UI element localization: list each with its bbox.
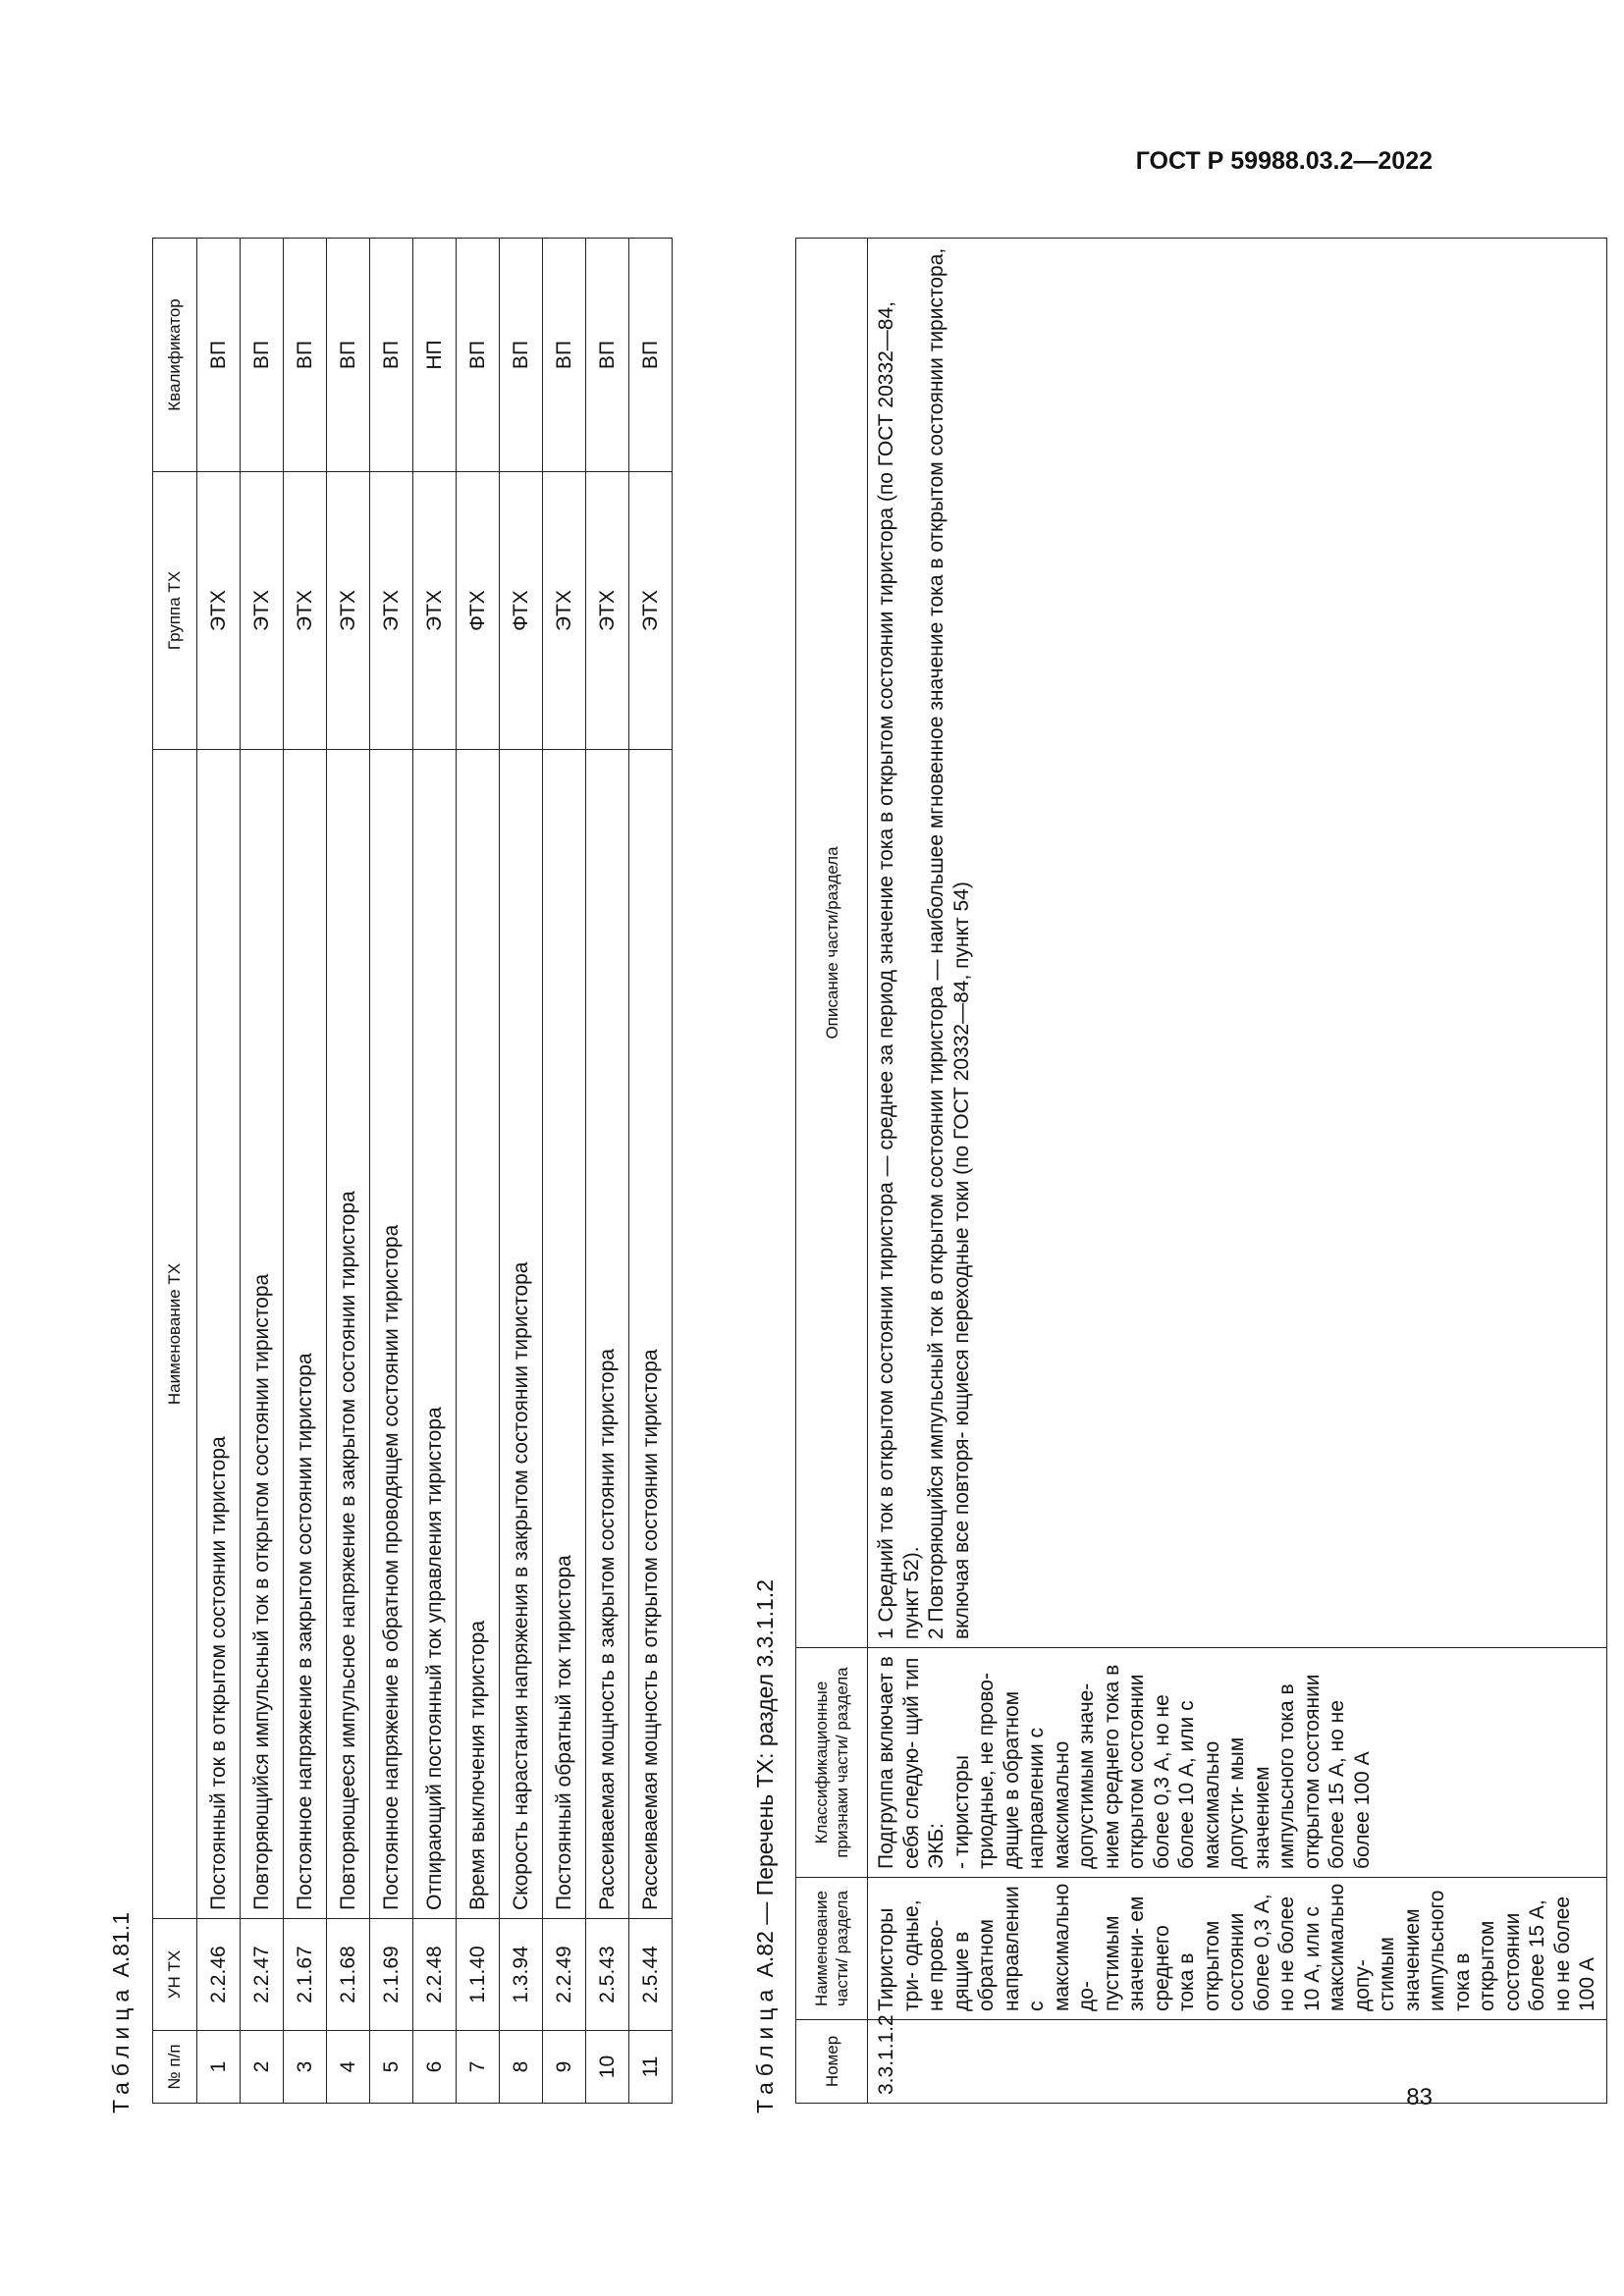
cell-code: 2.1.69 bbox=[370, 1919, 413, 2031]
cell-description bbox=[868, 239, 1607, 1648]
col-header-qualifier: Квалификатор bbox=[153, 239, 197, 472]
cell-code: 2.5.44 bbox=[629, 1919, 673, 2031]
cell-qualifier: ВП bbox=[457, 239, 500, 472]
cell-group: ЭТХ bbox=[629, 472, 673, 750]
cell-qualifier: ВП bbox=[284, 239, 327, 472]
cell-group: ЭТХ bbox=[327, 472, 370, 750]
cell-name: Рассеиваемая мощность в открытом состоянии тиристора bbox=[629, 750, 673, 1919]
features-line: Подгруппа включает в себя следую- щий тип ЭКБ: bbox=[875, 1656, 947, 1869]
table1-caption bbox=[108, 1912, 135, 2113]
table-row bbox=[586, 239, 629, 2104]
cell-name: Рассеиваемая мощность в закрытом состоянии тиристора bbox=[586, 750, 629, 1919]
cell-name: Постоянное напряжение в обратном проводящем состоянии тиристора bbox=[370, 750, 413, 1919]
cell-group: ЭТХ bbox=[543, 472, 586, 750]
table-row bbox=[284, 239, 327, 2104]
cell-name: Скорость нарастания напряжения в закрытом состоянии тиристора bbox=[500, 750, 543, 1919]
table2-caption-text: — Перечень ТХ: раздел 3.3.1.1.2 bbox=[752, 1579, 778, 1925]
cell-group: ЭТХ bbox=[586, 472, 629, 750]
col-header-code: УН ТХ bbox=[153, 1919, 197, 2031]
table-row bbox=[500, 239, 543, 2104]
cell-name: Постоянный ток в открытом состоянии тиристора bbox=[197, 750, 241, 1919]
cell-qualifier: ВП bbox=[241, 239, 284, 472]
description-line: 1 Средний ток в открытом состоянии тиристора — среднее за период значение тока в открытом состоянии тиристора (по ГОСТ 20332—84, пункт 52). bbox=[875, 301, 923, 1639]
page-number: 83 bbox=[1406, 2084, 1433, 2110]
cell-qualifier: ВП bbox=[327, 239, 370, 472]
table-row bbox=[543, 239, 586, 2104]
cell-number: 4 bbox=[327, 2031, 370, 2104]
cell-code: 2.2.46 bbox=[197, 1919, 241, 2031]
cell-qualifier: ВП bbox=[500, 239, 543, 472]
cell-number: 3.3.1.1.2 bbox=[868, 2020, 1607, 2104]
table1-caption-id: А.81.1 bbox=[108, 1911, 134, 1978]
table-row bbox=[629, 239, 673, 2104]
cell-code: 1.1.40 bbox=[457, 1919, 500, 2031]
cell-group: ФТХ bbox=[457, 472, 500, 750]
cell-number: 9 bbox=[543, 2031, 586, 2104]
col-header-name: Наименование ТХ bbox=[153, 750, 197, 1919]
table1-caption-prefix: Таблица bbox=[108, 1983, 134, 2113]
cell-code: 2.2.47 bbox=[241, 1919, 284, 2031]
cell-code: 2.2.49 bbox=[543, 1919, 586, 2031]
col-header-group: Группа ТХ bbox=[153, 472, 197, 750]
table-a82 bbox=[795, 238, 1607, 2104]
cell-qualifier: НП bbox=[413, 239, 457, 472]
cell-group: ЭТХ bbox=[413, 472, 457, 750]
cell-number: 8 bbox=[500, 2031, 543, 2104]
cell-qualifier: ВП bbox=[197, 239, 241, 472]
cell-qualifier: ВП bbox=[586, 239, 629, 472]
table1-body bbox=[197, 239, 673, 2104]
cell-code: 2.5.43 bbox=[586, 1919, 629, 2031]
rotated-content bbox=[108, 73, 1598, 2113]
table-header-row bbox=[153, 239, 197, 2104]
features-line: - тиристоры триодные, не прово- дящие в обратном направлении с максимально допустимым значе- нием среднего тока в открытом состоянии более 0,3 А, но не более 10 А, или с максимально допусти- мым значением импульсного тока в открытом состоянии более 15 А, но не более 100 А bbox=[949, 1664, 1374, 1869]
cell-name: Время выключения тиристора bbox=[457, 750, 500, 1919]
cell-name: Повторяющийся импульсный ток в открытом состоянии тиристора bbox=[241, 750, 284, 1919]
table2-caption-prefix: Таблица bbox=[752, 1983, 778, 2113]
cell-number: 3 bbox=[284, 2031, 327, 2104]
table-row bbox=[413, 239, 457, 2104]
cell-number: 7 bbox=[457, 2031, 500, 2104]
cell-name: Постоянное напряжение в закрытом состоянии тиристора bbox=[284, 750, 327, 1919]
document-code: ГОСТ Р 59988.03.2—2022 bbox=[1135, 147, 1433, 175]
table-header-row bbox=[796, 239, 868, 2104]
cell-code: 1.3.94 bbox=[500, 1919, 543, 2031]
cell-group: ФТХ bbox=[500, 472, 543, 750]
cell-group: ЭТХ bbox=[370, 472, 413, 750]
cell-group: ЭТХ bbox=[241, 472, 284, 750]
cell-code: 2.2.48 bbox=[413, 1919, 457, 2031]
table-row bbox=[241, 239, 284, 2104]
col-header-part-name: Наименование части/ раздела bbox=[796, 1878, 868, 2020]
cell-code: 2.1.68 bbox=[327, 1919, 370, 2031]
cell-number: 1 bbox=[197, 2031, 241, 2104]
table2-caption-id: А.82 bbox=[752, 1931, 778, 1978]
table2-caption bbox=[752, 1579, 779, 2113]
cell-group: ЭТХ bbox=[197, 472, 241, 750]
cell-name: Повторяющееся импульсное напряжение в закрытом состоянии тиристора bbox=[327, 750, 370, 1919]
table-row bbox=[457, 239, 500, 2104]
table-row bbox=[197, 239, 241, 2104]
col-header-features: Классификационные признаки части/ раздела bbox=[796, 1648, 868, 1878]
cell-number: 11 bbox=[629, 2031, 673, 2104]
cell-number: 2 bbox=[241, 2031, 284, 2104]
cell-number: 10 bbox=[586, 2031, 629, 2104]
cell-name: Отпирающий постоянный ток управления тиристора bbox=[413, 750, 457, 1919]
col-header-description: Описание части/раздела bbox=[796, 239, 868, 1648]
cell-group: ЭТХ bbox=[284, 472, 327, 750]
cell-number: 5 bbox=[370, 2031, 413, 2104]
cell-qualifier: ВП bbox=[370, 239, 413, 472]
table-row bbox=[327, 239, 370, 2104]
description-line: 2 Повторяющийся импульсный ток в открытом состоянии тиристора — наибольшее мгновенное значение тока в открытом состоянии тиристора, включая все повторя- ющиеся переходные токи (по ГОСТ 20332—84, пункт 54) bbox=[925, 247, 973, 1639]
col-header-number: № п/п bbox=[153, 2031, 197, 2104]
cell-qualifier: ВП bbox=[543, 239, 586, 472]
cell-features bbox=[868, 1648, 1607, 1878]
table-row bbox=[370, 239, 413, 2104]
table-row bbox=[868, 239, 1607, 2104]
table-a81-1 bbox=[152, 238, 673, 2104]
cell-qualifier: ВП bbox=[629, 239, 673, 472]
cell-name: Постоянный обратный ток тиристора bbox=[543, 750, 586, 1919]
cell-part-name: Тиристоры три- одные, не прово- дящие в обратном направлении с максимально до- пустимым значени- ем среднего тока в открытом состоянии более 0,3 А, но не более 10 А, или с максимально допу- стимым значением импульсного тока в открытом состоянии более 15 А, но не более 100 А bbox=[868, 1878, 1607, 2020]
col-header-number: Номер bbox=[796, 2020, 868, 2104]
cell-code: 2.1.67 bbox=[284, 1919, 327, 2031]
cell-number: 6 bbox=[413, 2031, 457, 2104]
